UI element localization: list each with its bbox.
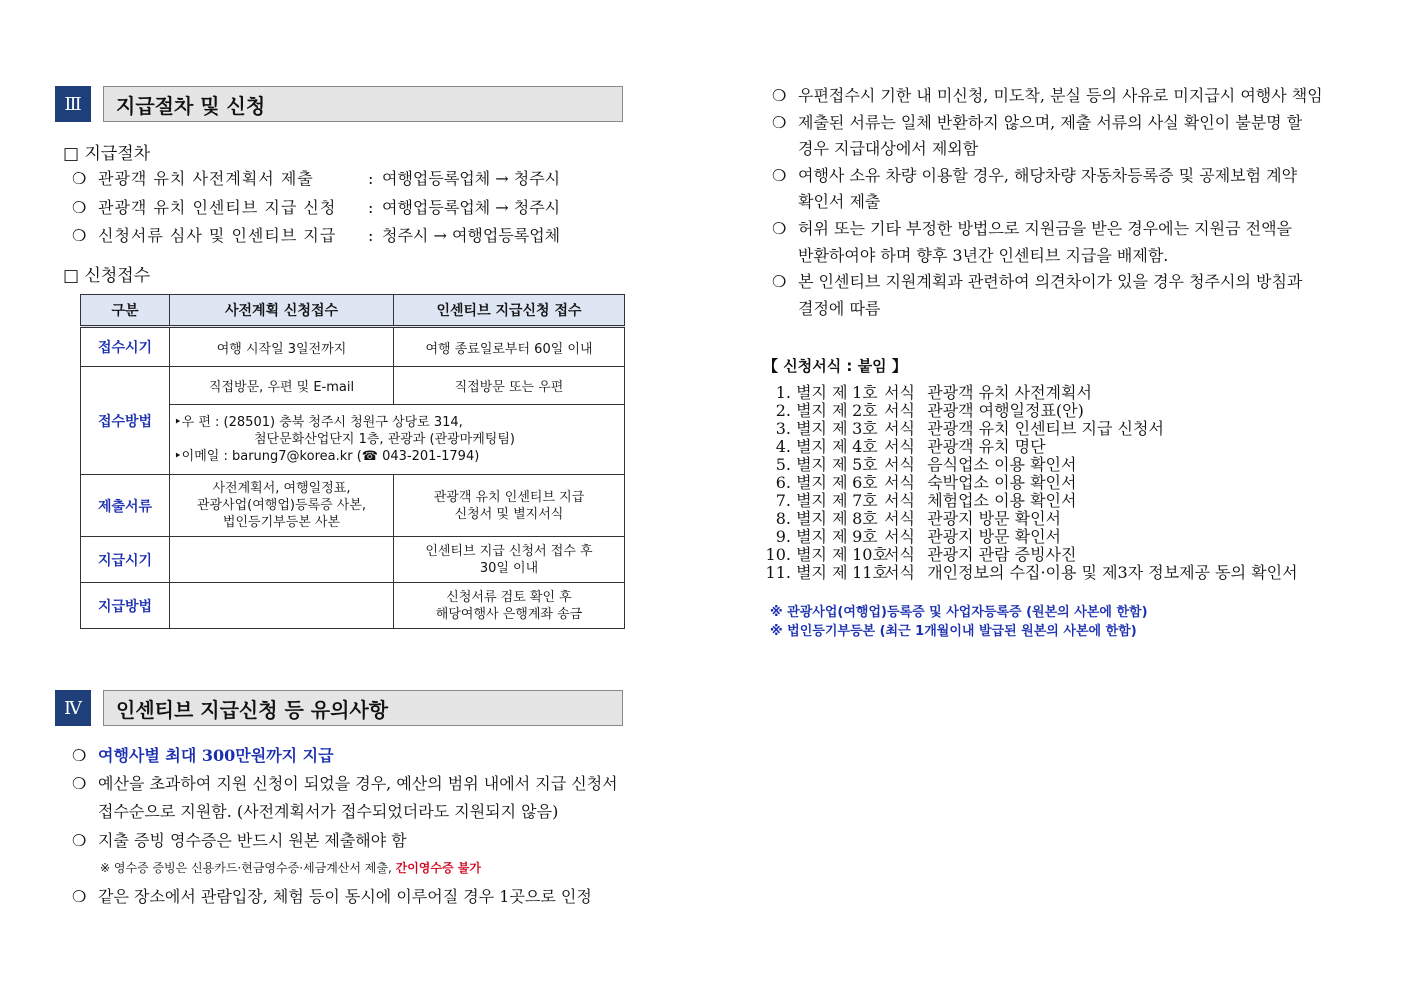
section-number: Ⅲ xyxy=(55,86,91,122)
table-cell: 관광객 유치 인센티브 지급 신청서 및 별지서식 xyxy=(394,475,625,537)
procedure-item: ❍ 관광객 유치 사전계획서 제출 : 여행업등록업체 → 청주시 xyxy=(72,169,561,188)
list-item: 1. 별지 제 1호 서식 관광객 유치 사전계획서 xyxy=(775,383,1092,402)
table-cell: 직접방문, 우편 및 E-mail xyxy=(170,367,394,405)
section-4-header xyxy=(55,690,623,726)
table-header: 인센티브 지급신청 접수 xyxy=(394,295,625,327)
list-item: 7. 별지 제 7호 서식 체험업소 이용 확인서 xyxy=(775,491,1077,510)
subheading-payment-procedure: □ 지급절차 xyxy=(63,144,151,164)
table-cell: 여행 시작일 3일전까지 xyxy=(170,327,394,367)
table-row xyxy=(81,327,625,367)
row-header: 접수방법 xyxy=(81,367,170,475)
list-item: 2. 별지 제 2호 서식 관광객 여행일정표(안) xyxy=(775,401,1084,420)
notice-item-cont: 경우 지급대상에서 제외함 xyxy=(798,139,979,158)
notice-item: ❍ 예산을 초과하여 지원 신청이 되었을 경우, 예산의 범위 내에서 지급 신청서 xyxy=(72,774,618,793)
section-number: Ⅳ xyxy=(55,690,91,726)
notice-item: ❍ 허위 또는 기타 부정한 방법으로 지원금을 받은 경우에는 지원금 전액을 xyxy=(772,219,1292,238)
row-header: 제출서류 xyxy=(81,475,170,537)
notice-item-cont: 반환하여야 하며 향후 3년간 인센티브 지급을 배제함. xyxy=(798,246,1169,265)
notice-item: ❍ 제출된 서류는 일체 반환하지 않으며, 제출 서류의 사실 확인이 불분명 할 xyxy=(772,113,1303,132)
table-cell xyxy=(170,537,394,583)
list-item: 5. 별지 제 5호 서식 음식업소 이용 확인서 xyxy=(775,455,1077,474)
notice-item-cont: 결정에 따름 xyxy=(798,299,881,318)
table-row xyxy=(81,367,625,405)
section-3-header xyxy=(55,86,623,122)
table-row xyxy=(81,583,625,629)
receipt-note: ※ 영수증 증빙은 신용카드·현금영수증·세금계산서 제출, 간이영수증 불가 xyxy=(100,861,481,875)
list-item: 11. 별지 제 11호서식 개인정보의 수집·이용 및 제3자 정보제공 동의 확인서 xyxy=(765,563,1298,582)
list-item: 3. 별지 제 3호 서식 관광객 유치 인센티브 지급 신청서 xyxy=(775,419,1164,438)
table-row xyxy=(81,537,625,583)
table-cell: 직접방문 또는 우편 xyxy=(394,367,625,405)
row-header: 지급시기 xyxy=(81,537,170,583)
list-item: 8. 별지 제 8호 서식 관광지 방문 확인서 xyxy=(775,509,1062,528)
address-cell: ‣우 편 : (28501) 충북 청주시 청원구 상당로 314, 첨단문화산업단지 1층, 관광과 (관광마케팅팀) ‣이메일 : barung7@korea.kr (☎ 043-201-1794) xyxy=(170,405,625,475)
table-cell: 인센티브 지급 신청서 접수 후 30일 이내 xyxy=(394,537,625,583)
application-table xyxy=(80,294,625,629)
table-cell: 사전계획서, 여행일정표, 관광사업(여행업)등록증 사본, 법인등기부등본 사본 xyxy=(170,475,394,537)
table-cell xyxy=(170,583,394,629)
row-header: 지급방법 xyxy=(81,583,170,629)
table-row xyxy=(81,475,625,537)
section-title: 지급절차 및 신청 xyxy=(103,86,623,122)
list-item: 4. 별지 제 4호 서식 관광객 유치 명단 xyxy=(775,437,1046,456)
table-cell: 신청서류 검토 확인 후 해당여행사 은행계좌 송금 xyxy=(394,583,625,629)
attachment-note: ※ 관광사업(여행업)등록증 및 사업자등록증 (원본의 사본에 한함) xyxy=(770,605,1148,620)
list-item: 10. 별지 제 10호서식 관광지 관람 증빙사진 xyxy=(765,545,1077,564)
notice-item: ❍ 여행사 소유 차량 이용할 경우, 해당차량 자동차등록증 및 공제보험 계약 xyxy=(772,166,1298,185)
notice-item-cont: 접수순으로 지원함. (사전계획서가 접수되었더라도 지원되지 않음) xyxy=(98,802,559,821)
table-header: 사전계획 신청접수 xyxy=(170,295,394,327)
notice-item: ❍ 지출 증빙 영수증은 반드시 원본 제출해야 함 xyxy=(72,831,407,850)
table-cell: 여행 종료일로부터 60일 이내 xyxy=(394,327,625,367)
procedure-item: ❍ 관광객 유치 인센티브 지급 신청 : 여행업등록업체 → 청주시 xyxy=(72,198,561,217)
forms-title: 【 신청서식 : 붙임 】 xyxy=(763,357,907,375)
list-item: 9. 별지 제 9호 서식 관광지 방문 확인서 xyxy=(775,527,1062,546)
subheading-application: □ 신청접수 xyxy=(63,266,151,286)
notice-item-cont: 확인서 제출 xyxy=(798,192,881,211)
procedure-item: ❍ 신청서류 심사 및 인센티브 지급 : 청주시 → 여행업등록업체 xyxy=(72,226,561,245)
notice-item: ❍ 본 인센티브 지원계획과 관련하여 의견차이가 있을 경우 청주시의 방침과 xyxy=(772,272,1303,291)
table-header: 구분 xyxy=(81,295,170,327)
section-title: 인센티브 지급신청 등 유의사항 xyxy=(103,690,623,726)
list-item: 6. 별지 제 6호 서식 숙박업소 이용 확인서 xyxy=(775,473,1077,492)
notice-item: ❍ 같은 장소에서 관람입장, 체험 등이 동시에 이루어질 경우 1곳으로 인정 xyxy=(72,887,592,906)
row-header: 접수시기 xyxy=(81,327,170,367)
notice-item: ❍ 우편접수시 기한 내 미신청, 미도착, 분실 등의 사유로 미지급시 여행사 책임 xyxy=(772,86,1323,105)
forms-list xyxy=(763,384,1298,582)
notice-item: ❍ 여행사별 최대 300만원까지 지급 xyxy=(72,746,334,765)
attachment-note: ※ 법인등기부등본 (최근 1개월이내 발급된 원본의 사본에 한함) xyxy=(770,624,1137,639)
